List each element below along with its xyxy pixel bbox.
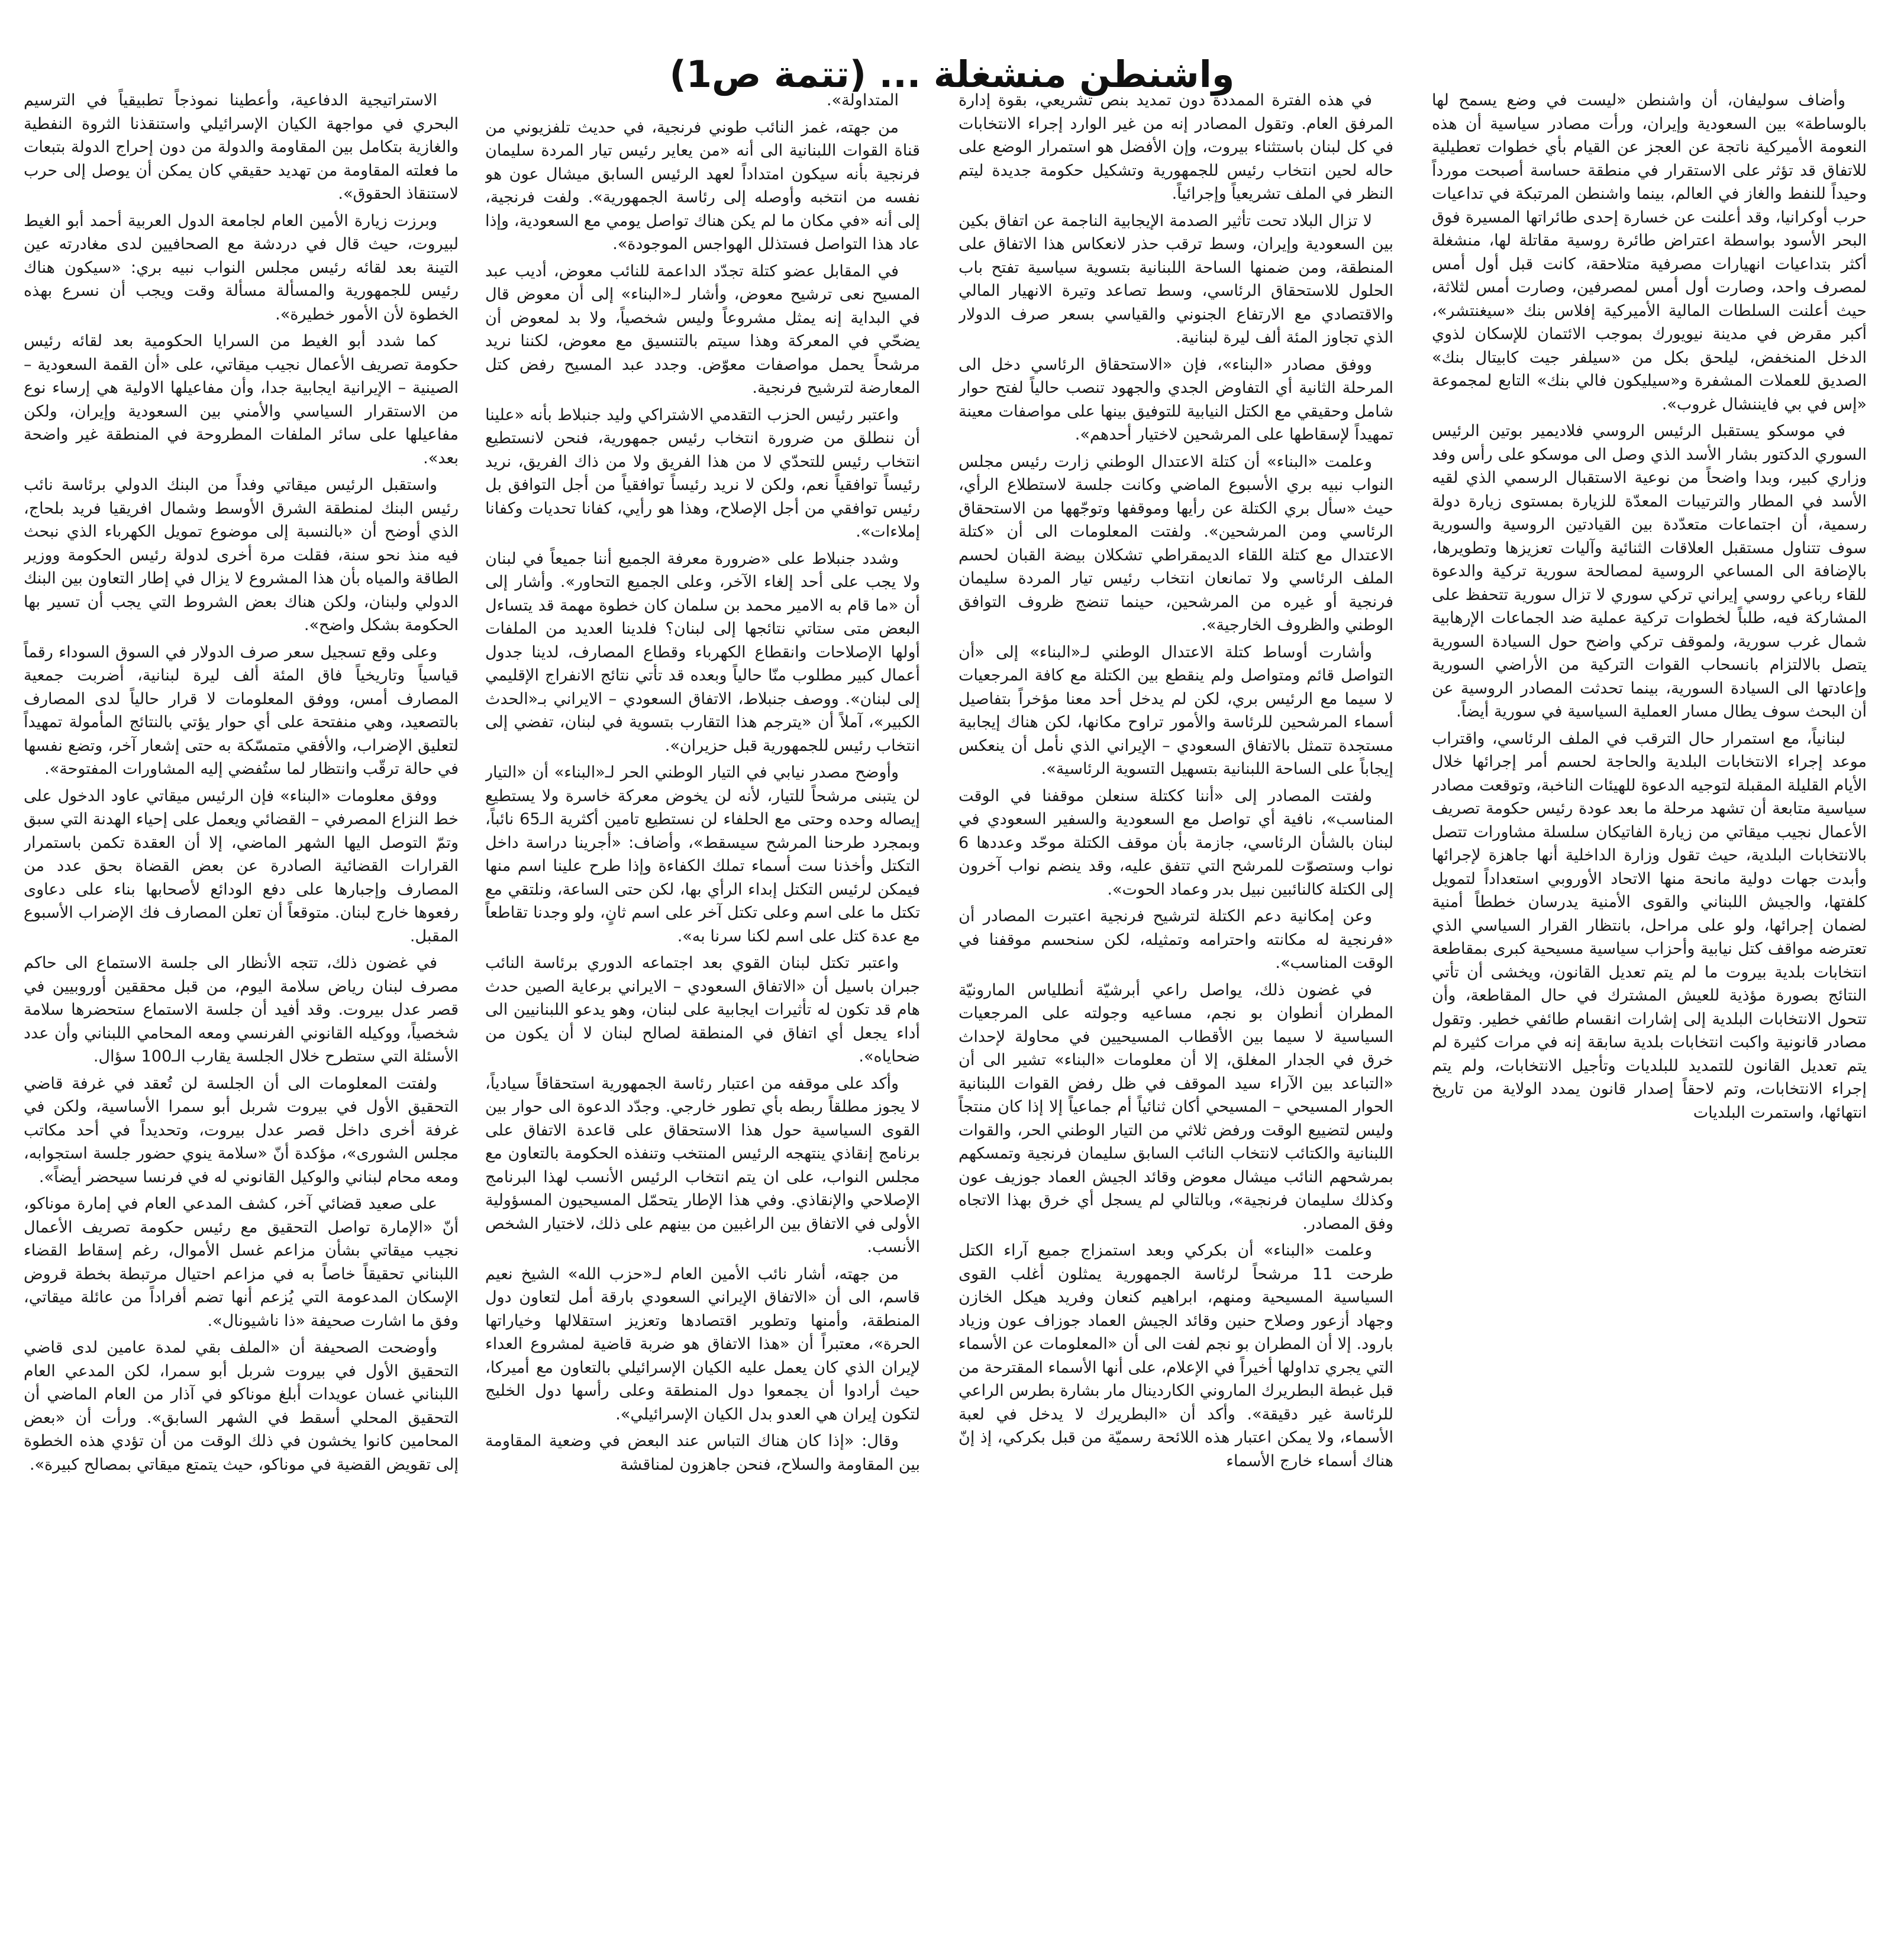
article-paragraph: وعلى وقع تسجيل سعر صرف الدولار في السوق السوداء رقماً قياسياً وتاريخياً فاق المئة ألف ليرة لبنانية، أضربت جمعية المصارف أمس، ووفق المعلومات لا قرار حالياً لدى المصارف بالتصعيد، وهي منفتحة على أي حوار يؤتي بالنتائج المأمولة تمهيداً لتعليق الإضراب، والأفقي متمسّكة به حتى إشعار آخر، وتضع نفسها في حالة ترقّب وانتظار لما ستُفضي إليه المشاورات المفتوحة». <box>24 643 459 778</box>
article-paragraph: كما شدد أبو الغيط من السرايا الحكومية بعد لقائه رئيس حكومة تصريف الأعمال نجيب ميقاتي، على «أن القمة السعودية – الصينية – الإيرانية ايجابية جدا، وأن مفاعيلها الاولية هي إرساء نوع من الاستقرار السياسي والأمني بين السعودية وإيران، ولكن مفاعيلها على سائر الملفات المطروحة في المنطقة غير واضحة بعد». <box>24 332 459 467</box>
article-paragraph: وشدد جنبلاط على «ضرورة معرفة الجميع أننا جميعاً في لبنان ولا يجب على أحد إلغاء الآخر، وعلى الجميع التحاور». وأشار إلى أن «ما قام به الامير محمد بن سلمان كان خطوة مهمة قد يتساءل البعض متى ستاتي نتائجها إلى لبنان؟ فلدينا العديد من الملفات أولها الإصلاحات وانقطاع الكهرباء وقطاع المصارف، لدينا جدول أعمال كبير مطلوب منّا حالياً وبعده قد تأتي نتائج الانفراج الإقليمي إلى لبنان». ووصف جنبلاط، الاتفاق السعودي – الايراني بـ«الحدث الكبير»، آملاً أن «يترجم هذا التقارب بتسوية في لبنان، تفضي إلى انتخاب رئيس للجمهورية قبل حزيران». <box>485 549 920 755</box>
article-paragraph: على صعيد قضائي آخر، كشف المدعي العام في إمارة موناكو، أنّ «الإمارة تواصل التحقيق مع رئيس حكومة تصريف الأعمال نجيب ميقاتي بشأن مزاعم غسل الأموال، رغم إسقاط القضاء اللبناني تحقيقاً خاصاً به في مزاعم احتيال مرتبطة بخطة قروض الإسكان المدعومة التي يُزعم أنها تضم أفراداً من عائلة ميقاتي، وفق ما اشارت صحيفة «ذا ناشيونال». <box>24 1195 459 1330</box>
article-paragraph: لبنانياً، مع استمرار حال الترقب في الملف الرئاسي، واقتراب موعد إجراء الانتخابات البلدية والحاجة لحسم أمر إجرائها خلال الأيام القليلة المقبلة لتوجيه الدعوة للهيئات الناخبة، وتوقعت مصادر سياسية متابعة أن تشهد مرحلة ما بعد عودة رئيس حكومة تصريف الأعمال نجيب ميقاتي من زيارة الفاتيكان سلسلة مشاورات تتصل بالانتخابات البلدية، حيث تقول وزارة الداخلية أنها جاهزة لإجرائها وأبدت جهات دولية مانحة منها الاتحاد الأوروبي استعداداً لتمويل كلفتها، والجيش اللبناني والقوى الأمنية يدرسان خططاً أمنية لضمان إجرائها، ولو على مراحل، بانتظار القرار السياسي الذي تعترضه مواقف كتل نيابية وأحزاب سياسية مسيحية كبرى بمقاطعة انتخابات بلدية بيروت ما لم يتم تعديل القانون، ويخشى أن تأتي النتائج بصورة مؤذية للعيش المشترك في حال المقاطعة، وأن تتحول الانتخابات البلدية إلى إشارات انقسام طائفي خطير. وتقول مصادر قانونية واكبت انتخابات بلدية سابقة إنه في مرات كثيرة لم يتم تعديل القانون للتمديد للبلديات وتأجيل الانتخابات، ولم يتم إجراء الانتخابات، وتم لاحقاً إصدار قانون يمدد الولاية من تاريخ انتهائها، واستمرت البلديات <box>1432 729 1867 1122</box>
article-paragraph: واعتبر رئيس الحزب التقدمي الاشتراكي وليد جنبلاط بأنه «علينا أن ننطلق من ضرورة انتخاب رئيس جمهورية، فنحن لانستطيع انتخاب رئيس للتحدّي لا من هذا الفريق ولا من ذاك الفريق، نريد رئيساً توافقياً نعم، ولكن لا نريد رئيساً توافقياً من أجل التوافق بل رئيس توافقي من أجل الإصلاح، وهذا هو رأيي، كفانا تحديات وكفانا إملاءات». <box>485 405 920 541</box>
article-paragraph: وعلمت «البناء» أن كتلة الاعتدال الوطني زارت رئيس مجلس النواب نبيه بري الأسبوع الماضي وكانت جلسة لاستطلاع الرأي، حيث «سأل بري الكتلة عن رأيها وموقفها وتوجّهها من الاستحقاق الرئاسي ومن المرشحين». ولفتت المعلومات الى أن «كتلة الاعتدال مع كتلة اللقاء الديمقراطي تشكلان بيضة القبان لحسم الملف الرئاسي ولا تمانعان انتخاب رئيس تيار المردة سليمان فرنجية أو غيره من المرشحين، حينما تنضج ظروف التوافق الوطني والظروف الخارجية». <box>959 452 1393 634</box>
article-paragraph: وقال: «إذا كان هناك التباس عند البعض في وضعية المقاومة بين المقاومة والسلاح، فنحن جاهزون لمناقشة <box>485 1432 920 1474</box>
article-paragraph: واعتبر تكتل لبنان القوي بعد اجتماعه الدوري برئاسة النائب جبران باسيل أن «الاتفاق السعودي – الايراني برعاية الصين حدث هام قد تكون له تأثيرات ايجابية على لبنان، وهو يدعو اللبنانيين الى أداء يجعل أي اتفاق في المنطقة لصالح لبنان لا أن يكون من ضحاياه». <box>485 954 920 1066</box>
article-paragraph: في موسكو يستقبل الرئيس الروسي فلاديمير بوتين الرئيس السوري الدكتور بشار الأسد الذي وصل الى موسكو على رأس وفد وزاري كبير، وبدا واضحاً من نوعية الاستقبال الرسمي الذي لقيه الأسد في المطار والترتيبات المعدّة للزيارة بمستوى زيارة دولة رسمية، أن اجتماعات متعدّدة بين القيادتين الروسية والسورية سوف تتناول مستقبل العلاقات الثنائية وآليات تعزيزها وتطويرها، بالإضافة الى المساعي الروسية لمصالحة سورية تركية والدعوة للقاء رباعي روسي إيراني تركي سوري لا تزال سورية تتحفظ على المشاركة فيه، طلباً لخطوات تركية عملية ضد الجماعات الإرهابية شمال غرب سورية، ولموقف تركي واضح حول السيادة السورية يتصل بالالتزام بانسحاب القوات التركية من الأراضي السورية وإعادتها الى السيادة السورية، بينما تحدثت المصادر الروسية عن أن البحث سوف يطال مسار العملية السياسية في سورية أيضاً. <box>1432 422 1867 721</box>
article-paragraph: وأكد على موقفه من اعتبار رئاسة الجمهورية استحقاقاً سيادياً، لا يجوز مطلقاً ربطه بأي تطور خارجي. وجدّد الدعوة الى حوار بين القوى السياسية حول هذا الاستحقاق على قاعدة الاتفاق على برنامج إنقاذي ينتهجه الرئيس المنتخب وتنفذه الحكومة بالتعاون مع مجلس النواب، على ان يتم انتخاب الرئيس الأنسب لهذا البرنامج الإصلاحي والإنقاذي. وفي هذا الإطار يتحمّل المسيحيون المسؤولية الأولى في الاتفاق بين الراغبين من بينهم على ذلك، لاختيار الشخص الأنسب. <box>485 1074 920 1256</box>
article-column-1 <box>1432 89 1867 1935</box>
article-paragraph: وأشارت أوساط كتلة الاعتدال الوطني لـ«البناء» إلى «أن التواصل قائم ومتواصل ولم ينقطع بين الكتلة مع كافة المرجعيات لا سيما مع الرئيس بري، لكن لم يدخل أحد معنا مؤخراً بتفاصيل أسماء المرشحين للرئاسة والأمور تراوح مكانها، لكن هناك إيجابية مستجدة تتمثل بالاتفاق السعودي – الإيراني الذي نأمل أن ينعكس إيجاباً على الساحة اللبنانية بتسهيل التسوية الرئاسية». <box>959 643 1393 778</box>
article-paragraph: وبرزت زيارة الأمين العام لجامعة الدول العربية أحمد أبو الغيط لبيروت، حيث قال في دردشة مع الصحافيين لدى مغادرته عين التينة بعد لقائه رئيس مجلس النواب نبيه بري: «سيكون هناك رئيس للجمهورية والمسألة مسألة وقت ويجب أن نسرع بهذه الخطوة لأن الأمور خطيرة». <box>24 211 459 324</box>
article-headline: واشنطن منشغلة ... (تتمة ص1) <box>669 52 1235 96</box>
article-paragraph: واستقبل الرئيس ميقاتي وفداً من البنك الدولي برئاسة نائب رئيس البنك لمنطقة الشرق الأوسط وشمال افريقيا فريد بلحاج، الذي أوضح أن «بالنسبة إلى موضوع تمويل الكهرباء الذي نبحث فيه منذ نحو سنة، فقلت مرة أخرى لدولة رئيس الحكومة ووزير الطاقة والمياه بأن هذا المشروع لا يزال في إطار التعاون بين البنك الدولي ولبنان، ولكن هناك بعض الشروط التي يجب أن تسير بها الحكومة بشكل واضح». <box>24 476 459 634</box>
article-paragraph: الاستراتيجية الدفاعية، وأعطينا نموذجاً تطبيقياً في الترسيم البحري في مواجهة الكيان الإسرائيلي واستنقذنا الثروة النفطية والغازية بتكامل بين المقاومة والدولة من دون إحراج الدولة بتبعات ما فعلته المقاومة من تهديد حقيقي كان يمكن أن يوصل إلى حرب لاستنقاذ الحقوق». <box>24 91 459 203</box>
article-paragraph: وعلمت «البناء» أن بكركي وبعد استمزاج جميع آراء الكتل طرحت 11 مرشحاً لرئاسة الجمهورية يمثلون أغلب القوى السياسية المسيحية ومنهم، ابراهيم كنعان وفريد هيكل الخازن وجهاد أزعور وصلاح حنين وقائد الجيش العماد جوزاف عون وزياد بارود. إلا أن المطران بو نجم لفت الى أن «المعلومات عن الأسماء التي يجري تداولها أخيراً في الإعلام، على أنها الأسماء المقترحة من قبل غبطة البطريرك الماروني الكاردينال مار بشارة بطرس الراعي للرئاسة غير دقيقة». وأكد أن «البطريرك لا يدخل في لعبة الأسماء، ولا يمكن اعتبار هذه اللائحة رسميّة من قبل بكركي، إذ إنّ هناك أسماء خارج الأسماء <box>959 1241 1393 1470</box>
article-paragraph: وأوضح مصدر نيابي في التيار الوطني الحر لـ«البناء» أن «التيار لن يتبنى مرشحاً للتيار، لأنه لن يخوض معركة خاسرة ولا يستطيع إيصاله وحده وحتى مع الحلفاء لن نستطيع تامين أكثرية الـ65 نائباً، وبمجرد طرحنا المرشح سيسقط»، وأضاف: «أجرينا دراسة داخل التكتل وأخذنا ست أسماء تملك الكفاءة وإذا طرح علينا اسم منها فيمكن لرئيس التكتل إبداء الرأي بها، لكن حتى الساعة، ونلتقي مع تكتل ما على اسم وعلى تكتل آخر على اسم ثانٍ، ولو وجدنا تقاطعاً مع عدة كتل على اسم لكنا سرنا به». <box>485 763 920 946</box>
article-paragraph: في هذه الفترة الممددة دون تمديد بنص تشريعي، بقوة إدارة المرفق العام. وتقول المصادر إنه من غير الوارد إجراء الانتخابات في كل لبنان باستثناء بيروت، وإن الأفضل هو استمرار الوضع على حاله لحين انتخاب رئيس للجمهورية وتشكيل حكومة جديدة ليتم النظر في الملف تشريعياً وإجرائياً. <box>959 91 1393 203</box>
article-column-3 <box>485 89 920 1935</box>
article-paragraph: من جهته، أشار نائب الأمين العام لـ«حزب الله» الشيخ نعيم قاسم، الى أن «الاتفاق الإيراني السعودي بارقة أمل لتعاون دول المنطقة، وأمنها وتطوير اقتصادها وتعزيز استقلالها وخياراتها الحرة»، معتبراً أن «هذا الاتفاق هو ضربة قاضية لمشروع العداء لإيران الذي كان يعمل عليه الكيان الإسرائيلي بالتعاون مع أميركا، حيث أرادوا أن يجمعوا دول المنطقة وعلى رأسها دول الخليج لتكون إيران هي العدو بدل الكيان الإسرائيلي». <box>485 1264 920 1424</box>
article-paragraph: في غضون ذلك، يواصل راعي أبرشيّة أنطلياس المارونيّة المطران أنطوان بو نجم، مساعيه وجولته على المرجعيات السياسية لا سيما بين الأقطاب المسيحيين في محاولة لإحداث خرق في الجدار المغلق، إلا أن معلومات «البناء» تشير الى أن «التباعد بين الآراء سيد الموقف في ظل رفض القوات اللبنانية الحوار المسيحي – المسيحي أكان ثنائياً أم جماعياً إلا إذا كان منتجاً وليس لتضييع الوقت ورفض ثلاثي من التيار الوطني الحر، والقوات اللبنانية والكتائب لانتخاب النائب السابق سليمان فرنجية وتمسكهم بمرشحهم النائب ميشال معوض وقائد الجيش العماد جوزيف عون وكذلك سليمان فرنجية»، وبالتالي لم يسجل أي خرق بهذا الاتجاه وفق المصادر. <box>959 980 1393 1233</box>
article-paragraph: لا تزال البلاد تحت تأثير الصدمة الإيجابية الناجمة عن اتفاق بكين بين السعودية وإيران، وسط ترقب حذر لانعكاس هذا الاتفاق على المنطقة، ومن ضمنها الساحة اللبنانية بتسوية سياسية تفتح باب الحلول للاستحقاق الرئاسي، وسط تصاعد وتيرة الانهيار المالي والاقتصادي مع الارتفاع الجنوني والقياسي بسعر صرف الدولار الذي تجاوز المئة ألف ليرة لبنانية. <box>959 211 1393 347</box>
article-paragraph: المتداولة». <box>826 91 899 109</box>
article-paragraph: ولفتت المعلومات الى أن الجلسة لن تُعقد في غرفة قاضي التحقيق الأول في بيروت شربل أبو سمرا الأساسية، ولكن في غرفة أخرى داخل قصر عدل بيروت، وتحديداً في أحد مكاتب مجلس الشورى»، مؤكدة أنّ «سلامة ينوي حضور جلسة استجوابه، ومعه محام لبناني والوكيل القانوني له في فرنسا سيحضر أيضاً». <box>24 1074 459 1186</box>
article-column-4 <box>24 89 459 1935</box>
article-column-2 <box>959 89 1393 1935</box>
article-paragraph: ووفق مصادر «البناء»، فإن «الاستحقاق الرئاسي دخل الى المرحلة الثانية أي التفاوض الجدي والجهود تنصب حالياً لفتح حوار شامل وحقيقي مع الكتل النيابية للتوفيق بينها على مواصفات معينة تمهيداً لإسقاطها على المرشحين لاختيار أحدهم». <box>959 355 1393 444</box>
article-paragraph: في المقابل عضو كتلة تجدّد الداعمة للنائب معوض، أديب عبد المسيح نعى ترشيح معوض، وأشار لـ«البناء» إلى أن معوض قال في البداية إنه يمثل مشروعاً وليس شخصياً، ولا بد لمعوض أن يضحّي في المعركة وهذا سيتم بالتنسيق مع معوض، لكننا نريد مرشحاً يحمل مواصفات معوّض. وجدد عبد المسيح رفض كتل المعارضة لترشيح فرنجية. <box>485 262 920 397</box>
article-paragraph: وأوضحت الصحيفة أن «الملف بقي لمدة عامين لدى قاضي التحقيق الأول في بيروت شربل أبو سمرا، لكن المدعي العام اللبناني غسان عويدات أبلغ موناكو في آذار من العام الماضي أن التحقيق المحلي أسقط في الشهر السابق». ورأت أن «بعض المحامين كانوا يخشون في ذلك الوقت من أن تؤدي هذه الخطوة إلى تقويض القضية في موناكو، حيث يتمتع ميقاتي بمصالح كبيرة». <box>24 1338 459 1474</box>
article-paragraph: ووفق معلومات «البناء» فإن الرئيس ميقاتي عاود الدخول على خط النزاع المصرفي – القضائي ويعمل على إحياء الهدنة التي سبق وتمّ التوصل اليها الشهر الماضي، إلا أن العقدة تكمن باستمرار القرارات القضائية الصادرة عن بعض القضاة بحق عدد من المصارف وإجبارها على دفع الودائع لأصحابها بناء على دعاوى رفعوها خارج لبنان. متوقعاً أن تعلن المصارف فك الإضراب الأسبوع المقبل. <box>24 786 459 946</box>
article-paragraph: وعن إمكانية دعم الكتلة لترشيح فرنجية اعتبرت المصادر أن «فرنجية له مكانته واحترامه وتمثيله، لكن سنحسم موقفنا في الوقت المناسب». <box>959 907 1393 972</box>
article-paragraph: وأضاف سوليفان، أن واشنطن «ليست في وضع يسمح لها بالوساطة» بين السعودية وإيران، ورأت مصادر سياسية أن هذه النعومة الأميركية ناتجة عن العجز عن القيام بأي خطوات تعطيلية للاتفاق قد تؤثر على الاستقرار في منطقة حساسة أصبحت مورداً وحيداً للنفط والغاز في العالم، بينما واشنطن المرتبكة في تداعيات حرب أوكرانيا، وقد أعلنت عن خسارة إحدى طائراتها المسيرة فوق البحر الأسود بواسطة اعتراض طائرة روسية مقاتلة لها، منشغلة أكثر بتداعيات انهيارات مصرفية متلاحقة، كانت قبل أول أمس لمصرف واحد، وصارت أول أمس لمصرفين، وصارت أمس لثلاثة، حيث أعلنت السلطات المالية الأميركية إفلاس بنك «سيغنتشر»، أكبر مقرض في مدينة نيويورك بموجب الائتمان للإسكان لذوي الدخل المنخفض، ليلحق بكل من «سيلفر جيت كابيتال بنك» الصديق للعملات المشفرة و«سيليكون فالي بنك» التابع لمجموعة «إس في بي فايننشال غروب». <box>1432 91 1867 414</box>
article-paragraph: ولفتت المصادر إلى «أننا ككتلة سنعلن موقفنا في الوقت المناسب»، نافية أي تواصل مع السعودية والسفير السعودي في لبنان بالشأن الرئاسي، جازمة بأن موقف الكتلة موحّد وعددها 6 نواب وستصوّت للمرشح التي تتفق عليه، وقد ينضم نواب آخرون إلى الكتلة كالنائبين نبيل بدر وعماد الحوت». <box>959 786 1393 899</box>
article-paragraph: في غضون ذلك، تتجه الأنظار الى جلسة الاستماع الى حاكم مصرف لبنان رياض سلامة اليوم، من قبل محققين أوروبيين في قصر عدل بيروت. وقد أفيد أن جلسة الاستماع ستحضرها سلامة شخصياً، ووكيله القانوني الفرنسي ومعه المحامي اللبناني وأن عدد الأسئلة التي ستطرح خلال الجلسة يقارب الـ100 سؤال. <box>24 954 459 1066</box>
article-paragraph: من جهته، غمز النائب طوني فرنجية، في حديث تلفزيوني من قناة القوات اللبنانية الى أنه «من يعاير رئيس تيار المردة سليمان فرنجية بأنه سيكون امتداداً لعهد الرئيس السابق ميشال عون هو نفسه من انتخبه وأوصله إلى رئاسة الجمهورية». ولفت فرنجية، إلى أنه «في مكان ما لم يكن هناك تواصل يومي مع السعودية، وإذا عاد هذا التواصل فستذلل الهواجس الموجودة». <box>485 118 920 253</box>
